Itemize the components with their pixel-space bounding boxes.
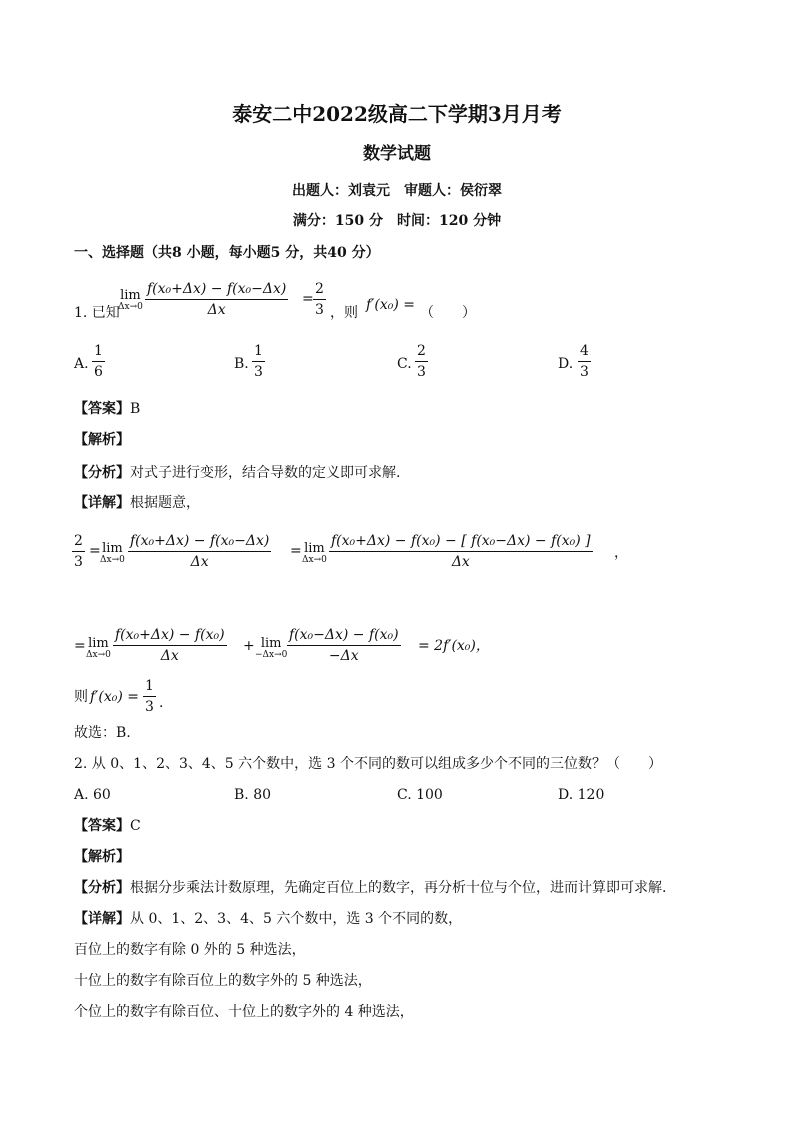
q2-line-3: 个位上的数字有除百位、十位上的数字外的 4 种选法， xyxy=(74,1004,414,1020)
q2-option-d: D. 120 xyxy=(558,787,605,803)
q1-frac-num: f(x₀+Δx) − f(x₀−Δx) xyxy=(147,281,287,297)
eq1-lhs-den: 3 xyxy=(72,551,85,570)
eq1-fraction-1 xyxy=(128,533,271,570)
eq1-frac1-den: Δx xyxy=(128,551,271,570)
q1-option-a xyxy=(92,343,105,380)
exam-title: 泰安二中2022级高二下学期3月月考 xyxy=(232,102,562,126)
eq1-lim-word-2: lim xyxy=(304,541,325,556)
eq1-equals-2: = xyxy=(290,543,302,559)
q1-analysis-tag: 【解析】 xyxy=(74,432,130,448)
q2-fenxi-text: 根据分步乘法计数原理，先确定百位上的数字，再分析十位与个位，进而计算即可求解. xyxy=(130,880,667,896)
eq2-rhs: = 2f′(x₀)， xyxy=(418,638,490,654)
eq2-limit-1 xyxy=(86,637,111,660)
q2-option-b: B. 80 xyxy=(234,787,272,803)
q1-option-c-den: 3 xyxy=(415,361,428,380)
q1-fenxi-text: 对式子进行变形，结合导数的定义即可求解. xyxy=(130,465,401,481)
section-heading: 一、选择题（共8 小题，每小题5 分，共40 分） xyxy=(74,245,380,261)
q1-option-b-num: 1 xyxy=(254,343,263,359)
q1-prefix: 1. 已知 xyxy=(74,305,120,321)
eq2-fraction-1 xyxy=(113,627,227,664)
eq2-frac1-den: Δx xyxy=(113,645,227,664)
eq2-plus: + xyxy=(243,638,255,654)
eq1-lim-sub-2: Δx→0 xyxy=(302,555,327,565)
q2-answer-tag: 【答案】 xyxy=(74,818,130,834)
eq1-fraction-2 xyxy=(329,533,593,570)
q2-detail xyxy=(74,912,462,926)
q1-option-d-label: D. xyxy=(558,356,574,372)
q1-choose: 故选：B. xyxy=(74,725,131,741)
q1-option-a-den: 6 xyxy=(92,361,105,380)
q2-option-a: A. 60 xyxy=(74,787,111,803)
score-time-line: 满分：150 分 时间：120 分钟 xyxy=(292,213,502,229)
q2-fenxi-tag: 【分析】 xyxy=(74,880,130,896)
q1-rhs-num: 2 xyxy=(315,281,324,297)
eq2-equals: = xyxy=(74,638,86,654)
q2-answer-value: C xyxy=(130,818,141,834)
q1-answer-value: B xyxy=(130,401,141,417)
q2-option-c: C. 100 xyxy=(397,787,443,803)
q1-option-d-den: 3 xyxy=(578,361,591,380)
q1-lim-sub: Δx→0 xyxy=(118,302,143,312)
q1-fraction xyxy=(145,281,288,318)
q1-fenxi-tag: 【分析】 xyxy=(74,465,130,481)
q1-option-d-num: 4 xyxy=(580,343,589,359)
q1-option-b-den: 3 xyxy=(252,361,265,380)
eq1-limit-2 xyxy=(302,542,327,565)
q1-result-den: 3 xyxy=(143,696,156,715)
eq2-frac2-num: f(x₀−Δx) − f(x₀) xyxy=(289,627,399,643)
eq2-fraction-2 xyxy=(287,627,401,664)
authors-line: 出题人：刘袁元 审题人：侯衍翠 xyxy=(292,183,502,199)
eq1-frac2-num: f(x₀+Δx) − f(x₀) − [ f(x₀−Δx) − f(x₀) ] xyxy=(331,533,591,549)
q2-answer xyxy=(74,819,141,833)
eq2-frac2-den: −Δx xyxy=(287,645,401,664)
q1-answer-tag: 【答案】 xyxy=(74,401,130,417)
q1-option-c-num: 2 xyxy=(417,343,426,359)
q1-option-b xyxy=(252,343,265,380)
q1-lim-word: lim xyxy=(120,288,141,303)
q1-equals: = xyxy=(302,291,314,307)
eq2-lim-sub-2: −Δx→0 xyxy=(255,650,288,660)
q1-option-b-label: B. xyxy=(234,356,249,372)
q1-detail-text: 根据题意， xyxy=(130,495,200,511)
q1-answer xyxy=(74,402,140,416)
q1-then: ，则 xyxy=(330,305,358,321)
q1-option-d xyxy=(578,343,591,380)
q1-option-c-label: C. xyxy=(397,356,412,372)
eq1-lhs-num: 2 xyxy=(74,533,83,549)
q1-detail-tag: 【详解】 xyxy=(74,495,130,511)
q1-result-prefix: 则 xyxy=(74,689,88,705)
eq2-lim-word-1: lim xyxy=(88,636,109,651)
q2-fenxi xyxy=(74,881,666,895)
q2-analysis-tag: 【解析】 xyxy=(74,849,130,865)
q1-detail xyxy=(74,496,200,510)
q1-rhs-den: 3 xyxy=(313,299,326,318)
eq1-lim-word-1: lim xyxy=(102,541,123,556)
q1-option-c xyxy=(415,343,428,380)
q1-frac-den: Δx xyxy=(145,299,288,318)
eq1-equals-1: = xyxy=(89,543,101,559)
eq1-lim-sub-1: Δx→0 xyxy=(100,555,125,565)
eq1-limit-1 xyxy=(100,542,125,565)
q1-result-fraction xyxy=(143,678,156,715)
eq1-end: ， xyxy=(614,545,628,561)
eq2-lim-sub-1: Δx→0 xyxy=(86,650,111,660)
eq1-lhs-fraction xyxy=(72,533,85,570)
eq1-frac1-num: f(x₀+Δx) − f(x₀−Δx) xyxy=(130,533,270,549)
q1-option-a-label: A. xyxy=(74,356,89,372)
q1-result-expr: f′(x₀) = xyxy=(90,689,139,705)
q2-detail-text: 从 0、1、2、3、4、5 六个数中，选 3 个不同的数， xyxy=(130,911,463,927)
eq2-frac1-num: f(x₀+Δx) − f(x₀) xyxy=(115,627,225,643)
q2-question: 2. 从 0、1、2、3、4、5 六个数中，选 3 个不同的数可以组成多少个不同的三位数？（ ） xyxy=(74,756,662,772)
q2-detail-tag: 【详解】 xyxy=(74,911,130,927)
q1-option-a-num: 1 xyxy=(94,343,103,359)
q1-limit xyxy=(118,289,143,312)
eq2-lim-word-2: lim xyxy=(260,636,282,651)
q1-result-end: . xyxy=(159,695,164,711)
eq1-frac2-den: Δx xyxy=(329,551,593,570)
q2-line-1: 百位上的数字有除 0 外的 5 种选法， xyxy=(74,942,306,958)
q1-fenxi xyxy=(74,466,400,480)
q1-rhs-fraction xyxy=(313,281,326,318)
q1-result-num: 1 xyxy=(145,678,154,694)
q1-ask: f′(x₀) = xyxy=(366,297,415,313)
subject-title: 数学试题 xyxy=(363,144,431,164)
eq2-limit-2 xyxy=(255,637,287,660)
q1-paren: （ ） xyxy=(420,305,476,321)
q2-line-2: 十位上的数字有除百位上的数字外的 5 种选法， xyxy=(74,973,372,989)
